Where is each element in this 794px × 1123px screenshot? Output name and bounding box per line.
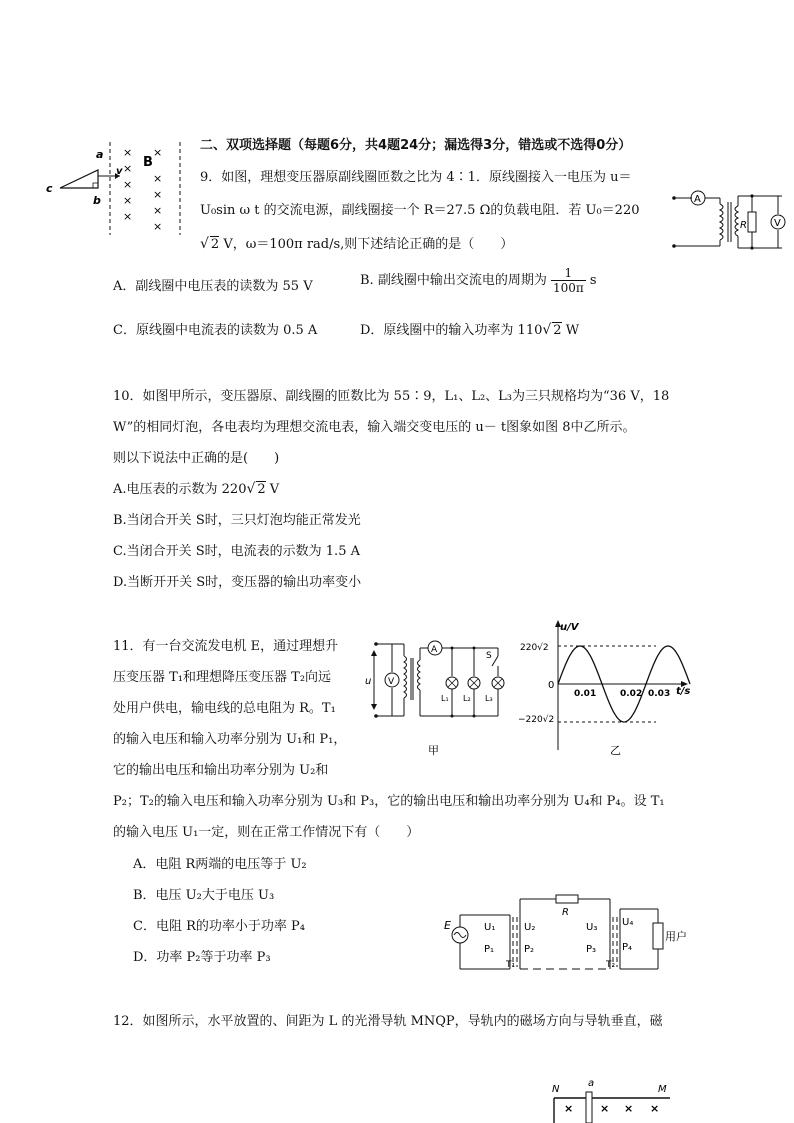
q11-line4: 的输入电压和输入功率分别为 U₁和 P₁， xyxy=(113,732,347,747)
lamp-L1-label: L₁ xyxy=(441,694,449,703)
svg-text:×: × xyxy=(153,172,163,185)
q9-option-b-unit: s xyxy=(589,273,597,288)
svg-text:×: × xyxy=(153,146,163,159)
svg-text:×: × xyxy=(123,146,133,159)
q11-line7: 的输入电压 U₁一定，则在正常工作情况下有（ ） xyxy=(113,825,420,840)
graph-ylabel: u/V xyxy=(560,622,579,633)
label-b: b xyxy=(93,194,101,207)
q10-option-a: A.电压表的示数为 220√ 2 V xyxy=(113,481,280,497)
q10-option-b: B.当闭合开关 S时，三只灯泡均能正常发光 xyxy=(113,513,361,528)
q12-line1: 12．如图所示，水平放置的、间距为 L 的光滑导轨 MNQP，导轨内的磁场方向与导轨垂直，磁 xyxy=(113,1014,663,1029)
q10-line1: 10．如图甲所示，变压器原、副线圈的匝数比为 55∶9，L₁、L₂、L₃为三只规格均为“36 V，18 xyxy=(113,389,670,404)
rail-field-crosses xyxy=(564,1102,659,1115)
jia-secondary-coil xyxy=(418,660,421,690)
secondary-coil xyxy=(735,206,738,236)
q10-option-a-root: 2 xyxy=(257,482,266,497)
graph-ymin: −220√2 xyxy=(518,715,555,725)
switch-S-label: S xyxy=(486,651,492,661)
q9-option-b xyxy=(360,266,597,295)
q9-option-d-root: 2 xyxy=(553,323,562,338)
q9-line1: 9．如图，理想变压器原副线圈匝数之比为 4∶1．原线圈接入一电压为 u＝ xyxy=(200,170,632,185)
fraction-numerator: 1 xyxy=(551,266,586,281)
label-a: a xyxy=(588,1078,595,1089)
q10-option-c: C.当闭合开关 S时，电流表的示数为 1.5 A xyxy=(113,544,360,559)
label-N: N xyxy=(552,1084,560,1095)
label-c: c xyxy=(46,182,53,195)
q10-line3: 则以下说法中正确的是( ) xyxy=(113,451,280,466)
label-P4: P₄ xyxy=(622,942,633,953)
q9-option-d: D．原线圈中的输入功率为 110√ 2 W xyxy=(360,322,580,338)
q12-rail-figure xyxy=(548,1076,674,1123)
q10-figure-yi-graph xyxy=(516,616,696,761)
q11-line6: P₂；T₂的输入电压和输入功率分别为 U₃和 P₃，它的输出电压和输出功率分别为 U₄和 P₄。设 T₁ xyxy=(113,794,665,809)
q9-line2: U₀sin ω t 的交流电源，副线圈接一个 R＝27.5 Ω的负载电阻．若 U₀＝220 xyxy=(200,203,640,218)
svg-text:×: × xyxy=(123,162,133,175)
svg-text:×: × xyxy=(564,1102,574,1115)
right-angle-mark xyxy=(93,183,98,188)
q11-option-c: C．电阻 R的功率小于功率 P₄ xyxy=(133,919,305,934)
q11-line3: 处用户供电，输电线的总电阻为 R。T₁ xyxy=(113,701,336,716)
q11-option-a: A．电阻 R两端的电压等于 U₂ xyxy=(133,857,307,872)
q11-option-d: D．功率 P₂等于功率 P₃ xyxy=(133,950,271,965)
line-resistor-R xyxy=(556,895,578,903)
q11-line2: 压变压器 T₁和理想降压变压器 T₂向远 xyxy=(113,670,332,685)
label-P3: P₃ xyxy=(586,944,597,955)
label-U1: U₁ xyxy=(484,922,496,933)
label-P1: P₁ xyxy=(484,944,495,955)
q11-transmission-circuit xyxy=(440,893,690,975)
q9-option-d-text: D．原线圈中的输入功率为 110 xyxy=(360,323,543,338)
input-u-label: u xyxy=(365,676,372,687)
graph-ymax: 220√2 xyxy=(520,643,549,653)
figure-jia-label: 甲 xyxy=(428,744,439,757)
graph-xlabel: t/s xyxy=(676,686,691,697)
graph-tick-003: 0.03 xyxy=(648,689,671,699)
label-T2: T₂ xyxy=(606,960,616,970)
section-title: 二、双项选择题（每题6分，共4题24分；漏选得3分，错选或不选得0分） xyxy=(200,138,632,153)
q10-line2: W”的相同灯泡，各电表均为理想交流电表，输入端交变电压的 u－ t图象如图 8中乙所示。 xyxy=(113,420,636,435)
q10-option-a-unit: V xyxy=(265,482,280,497)
graph-tick-002: 0.02 xyxy=(620,689,643,699)
q11-option-b: B．电压 U₂大于电压 U₃ xyxy=(133,888,275,903)
q10-option-a-text: A.电压表的示数为 220 xyxy=(113,482,247,497)
q9-period-fraction xyxy=(551,266,586,295)
svg-text:×: × xyxy=(153,204,163,217)
jia-primary-coil xyxy=(404,656,407,698)
q9-option-c: C．原线圈中电流表的读数为 0.5 A xyxy=(113,323,318,338)
switch-S xyxy=(492,656,498,666)
label-a: a xyxy=(96,148,104,161)
lamp-L3-label: L₃ xyxy=(485,694,493,703)
svg-text:×: × xyxy=(153,188,163,201)
q9-option-a: A．副线圈中电压表的读数为 55 V xyxy=(113,279,313,294)
triangle-abc xyxy=(60,170,98,188)
svg-text:×: × xyxy=(123,210,133,223)
q9-option-d-unit: W xyxy=(561,323,580,338)
q9-line3-text: V，ω＝100π rad/s,则下述结论正确的是（ ） xyxy=(219,237,514,252)
q11-line1: 11．有一台交流发电机 E，通过理想升 xyxy=(113,639,339,654)
q10-figure-jia xyxy=(362,634,512,759)
voltmeter-label: V xyxy=(774,218,781,229)
svg-text:×: × xyxy=(153,220,163,233)
svg-text:×: × xyxy=(650,1102,660,1115)
graph-zero: 0 xyxy=(548,680,555,691)
generator-label: E xyxy=(444,919,451,932)
conductor-bar-a xyxy=(586,1092,592,1123)
resistor-R xyxy=(748,212,756,232)
figure-yi-label: 乙 xyxy=(610,744,621,757)
q9-transformer-circuit xyxy=(668,184,790,256)
triangle-field-figure xyxy=(40,140,190,235)
resistor-label: R xyxy=(740,220,747,231)
label-T1: T₁ xyxy=(506,960,516,970)
label-U2: U₂ xyxy=(524,922,536,933)
label-U4: U₄ xyxy=(622,917,634,928)
user-label: 用户 xyxy=(665,930,687,943)
q9-line3: √ 2 V，ω＝100π rad/s,则下述结论正确的是（ ） xyxy=(200,236,514,252)
q11-line5: 它的输出电压和输出功率分别为 U₂和 xyxy=(113,763,329,778)
label-U3: U₃ xyxy=(586,922,598,933)
ammeter-label: A xyxy=(431,645,438,655)
voltmeter-label: V xyxy=(388,677,395,687)
primary-coil xyxy=(720,204,723,240)
q10-option-d: D.当断开开关 S时，变压器的输出功率变小 xyxy=(113,575,362,590)
label-P2: P₂ xyxy=(524,944,535,955)
ammeter-label: A xyxy=(694,194,701,205)
label-B: B xyxy=(143,155,153,170)
svg-text:×: × xyxy=(600,1102,610,1115)
user-load xyxy=(653,923,663,949)
svg-text:×: × xyxy=(123,178,133,191)
q9-sqrt: 2 xyxy=(210,237,220,252)
lamp-L2-label: L₂ xyxy=(463,694,471,703)
svg-text:×: × xyxy=(123,194,133,207)
q9-option-b-text: B. 副线圈中输出交流电的周期为 xyxy=(360,273,547,288)
label-v: v xyxy=(116,166,123,177)
fraction-denominator: 100π xyxy=(552,281,584,295)
label-M: M xyxy=(658,1084,667,1095)
graph-tick-001: 0.01 xyxy=(574,689,597,699)
line-resistor-label: R xyxy=(562,907,569,918)
svg-text:×: × xyxy=(624,1102,634,1115)
